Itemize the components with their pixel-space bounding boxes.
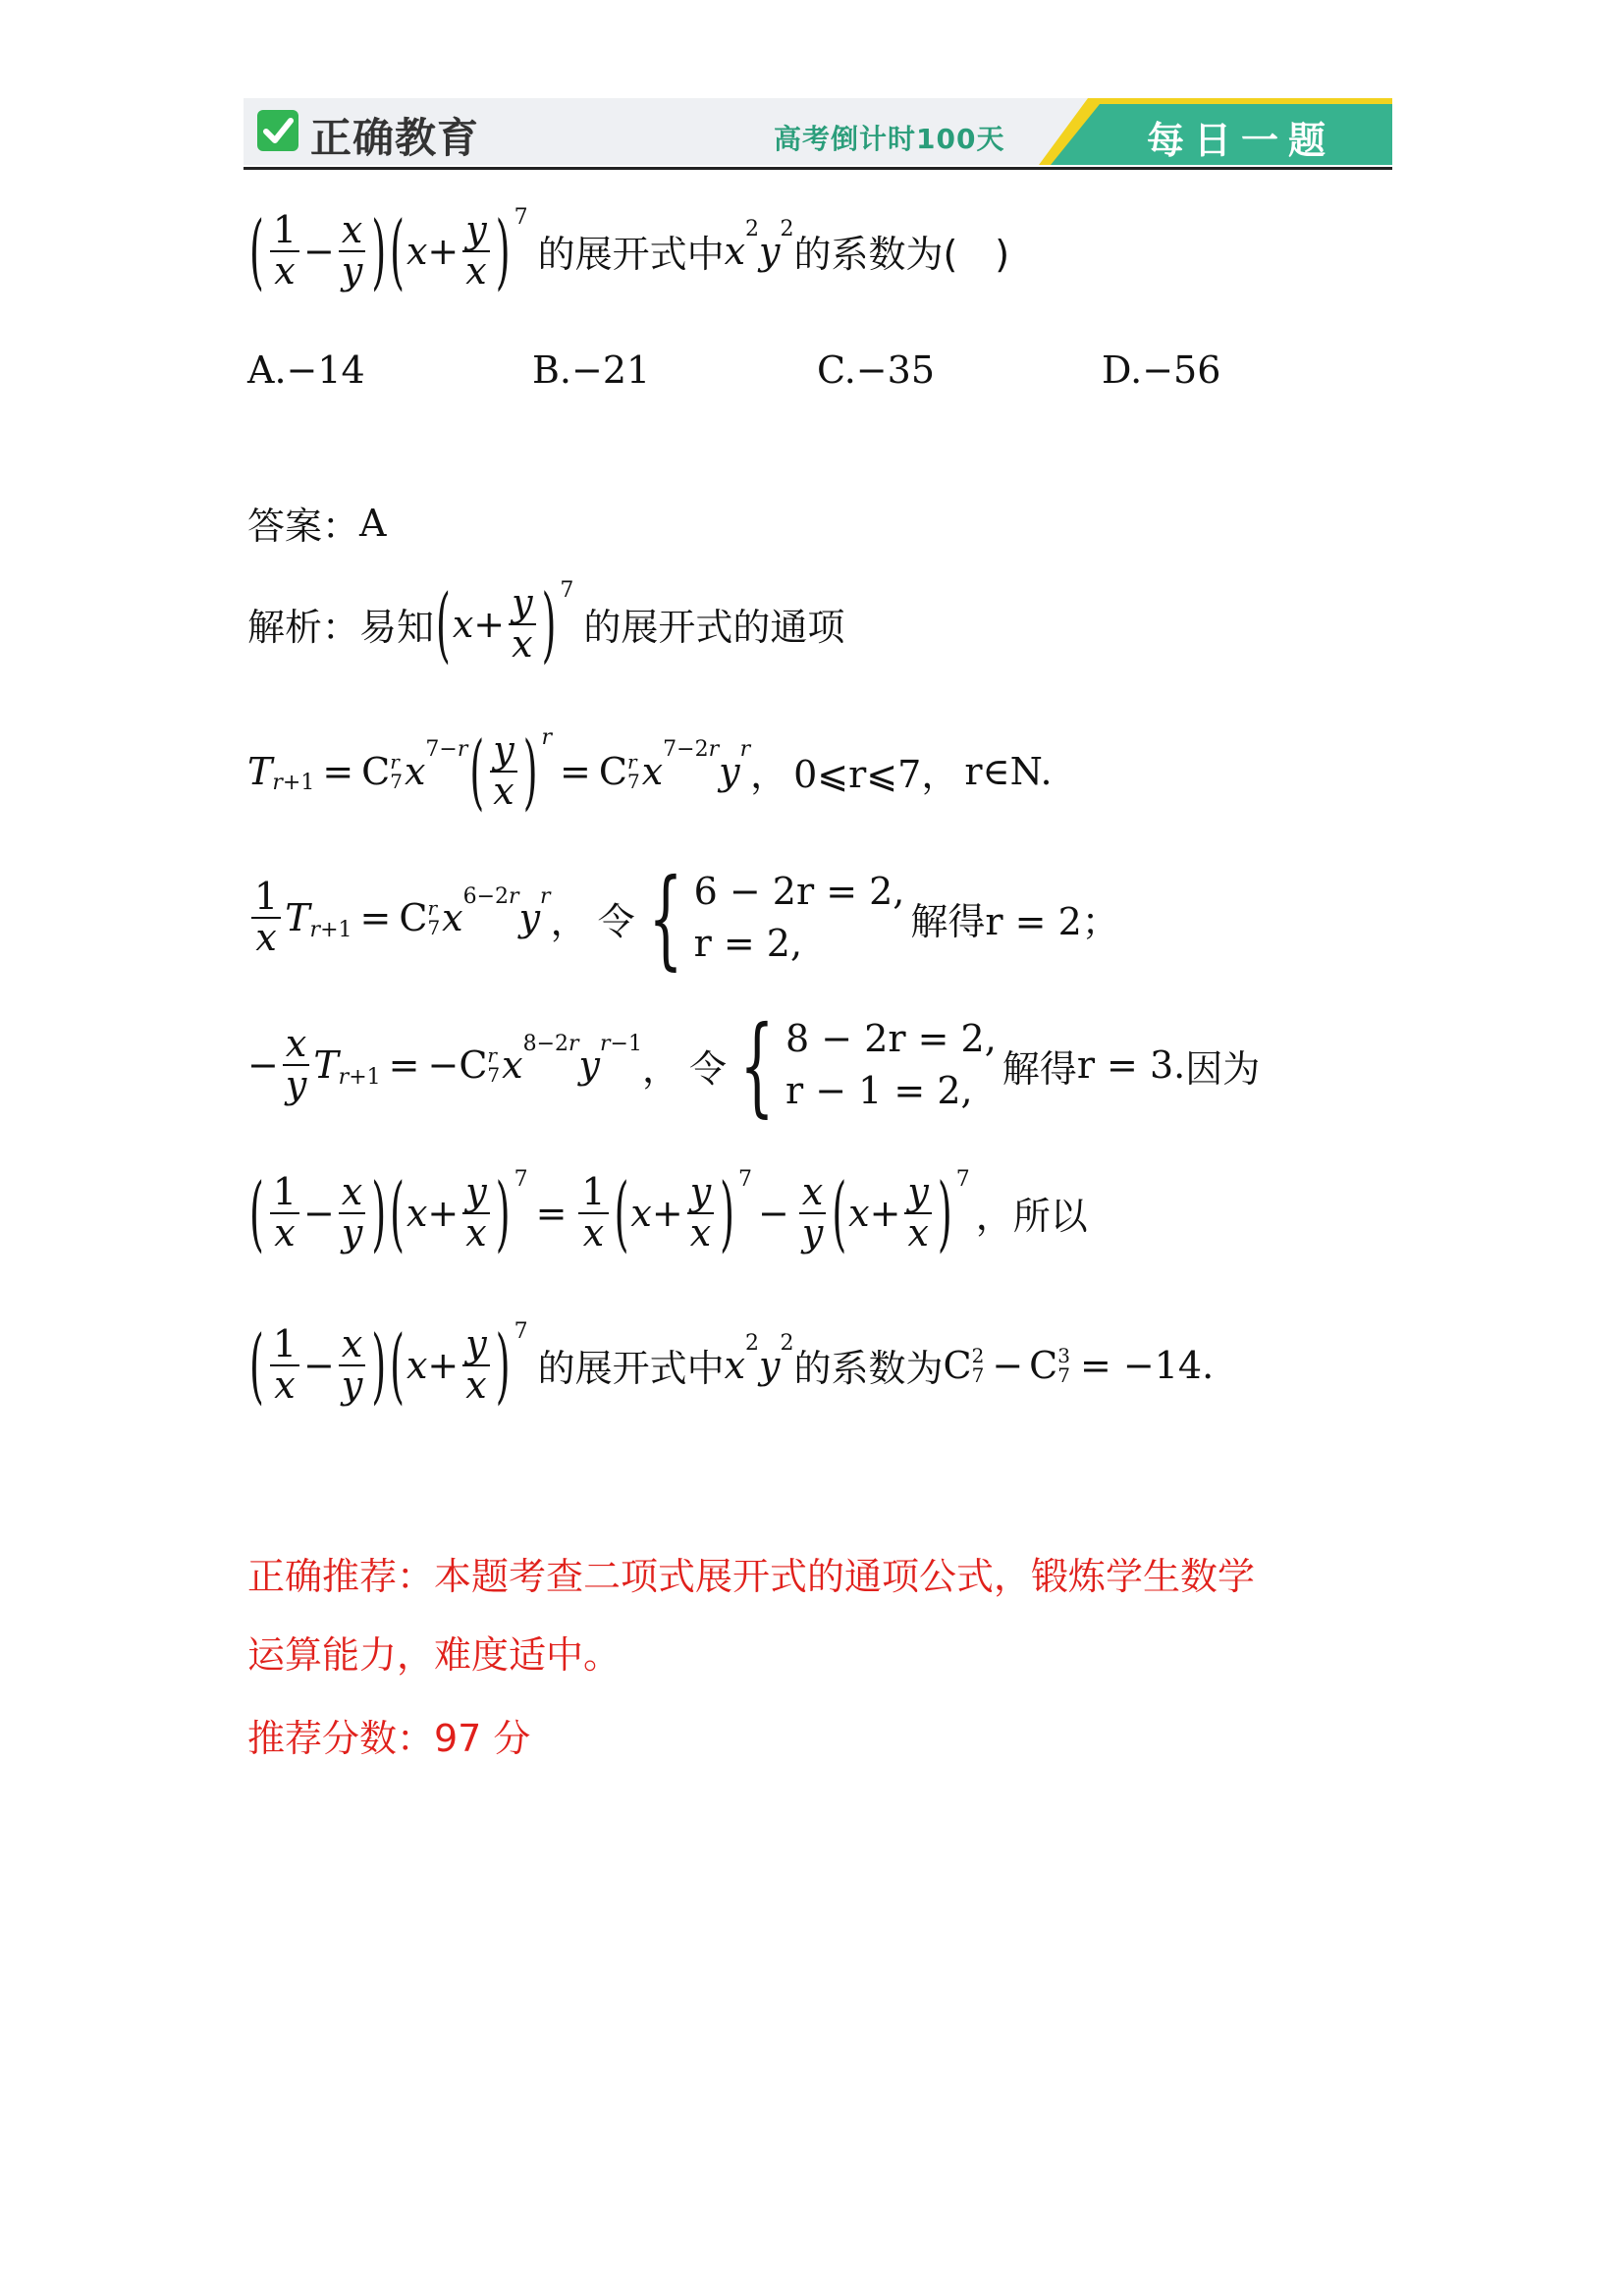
range-text: 0⩽r⩽7， (793, 753, 959, 797)
analysis-intro-tail: 的展开式的通项 (583, 606, 845, 650)
final-tail-text: 的系数为 (793, 1347, 944, 1391)
check-logo-icon (257, 110, 298, 151)
result-1: r = 2； (985, 899, 1119, 943)
option-b: B.−21 (532, 348, 651, 392)
question-line: ( $\frac{1}{x}$ − $\frac{x}{y}$ ) ( x + $\frac{y}{x}$ ) 7 的展开式中 x 2 y 2 的系数为( ) (249, 203, 1010, 299)
system2-eq1: 8 − 2r = 2, (785, 1016, 997, 1060)
option-a: A.−14 (247, 348, 365, 392)
system1-eq1: 6 − 2r = 2, (693, 869, 905, 913)
final-value: = −14. (1079, 1343, 1215, 1387)
let-text-2: 令 (689, 1046, 728, 1091)
second-part-line: − $\frac{x}{y}$ T r +1 = −C r 7 x 8−2r y r−1 ， 令 { 8 − 2r = 2, r − 1 = 2, 解得 r = 3. 因为 (247, 1002, 1261, 1128)
question-mid-text: 的展开式中 (537, 233, 725, 277)
answer-line (247, 496, 386, 550)
analysis-intro: 解析：易知 (247, 606, 435, 650)
countdown-text: 高考倒计时100天 (774, 123, 1005, 155)
general-term-line: T r +1 = C r 7 x 7−r ( $\frac{y}{x}$ ) r = C r 7 x 7−2r y r ， 0⩽r⩽7， r∈N. (247, 723, 1053, 820)
so-text: ，所以 (975, 1195, 1088, 1239)
r-in-n-text: r∈N. (964, 749, 1053, 793)
recommend-score: 推荐分数：97 分 (247, 1717, 531, 1760)
answer-label: 答案： (247, 505, 360, 548)
equation-system-1 (694, 866, 905, 970)
system2-eq2: r − 1 = 2, (785, 1069, 973, 1112)
solve-text-1: 解得 (910, 899, 986, 943)
question-tail-text: 的系数为( ) (793, 233, 1010, 277)
equation-system-2 (785, 1013, 997, 1117)
recommend-line-1: 正确推荐：本题考查二项式展开式的通项公式，锻炼学生数学 (247, 1555, 1256, 1598)
solve-text-2: 解得 (1001, 1046, 1077, 1091)
identity-line: ( $\frac{1}{x}$ − $\frac{x}{y}$ ) ( x + $\frac{y}{x}$ ) 7 = $\frac{1}{x}$ ( x + $\frac{y}{x}$ ) 7 − $\frac{x}{y}$ ( x + $\frac{y}{x}$ ) 7 ，所以 (249, 1165, 1088, 1261)
brand-name: 正确教育 (310, 114, 480, 162)
daily-question-label: 每日一题 (1147, 119, 1336, 162)
system1-eq2: r = 2, (693, 922, 803, 965)
recommend-line-2: 运算能力，难度适中。 (247, 1633, 622, 1677)
let-text-1: 令 (597, 899, 635, 943)
header-banner (244, 98, 1392, 169)
because-text: 因为 (1185, 1046, 1261, 1091)
final-mid-text: 的展开式中 (537, 1347, 725, 1391)
final-line: ( $\frac{1}{x}$ − $\frac{x}{y}$ ) ( x + $\frac{y}{x}$ ) 7 的展开式中 x 2 y 2 的系数为 C 2 7 − C 3 7 = −14. (249, 1317, 1215, 1414)
result-2: r = 3. (1076, 1043, 1186, 1087)
header-divider (244, 167, 1392, 170)
first-part-line: $\frac{1}{x}$ T r +1 = C r 7 x 6−2r y r ， 令 { 6 − 2r = 2, r = 2, 解得 r = 2； (247, 864, 1119, 972)
option-d: D.−56 (1102, 348, 1221, 392)
answer-value: A (359, 501, 387, 545)
option-c: C.−35 (817, 348, 935, 392)
analysis-intro-line: 解析：易知 ( x + $\frac{y}{x}$ ) 7 的展开式的通项 (247, 576, 845, 672)
